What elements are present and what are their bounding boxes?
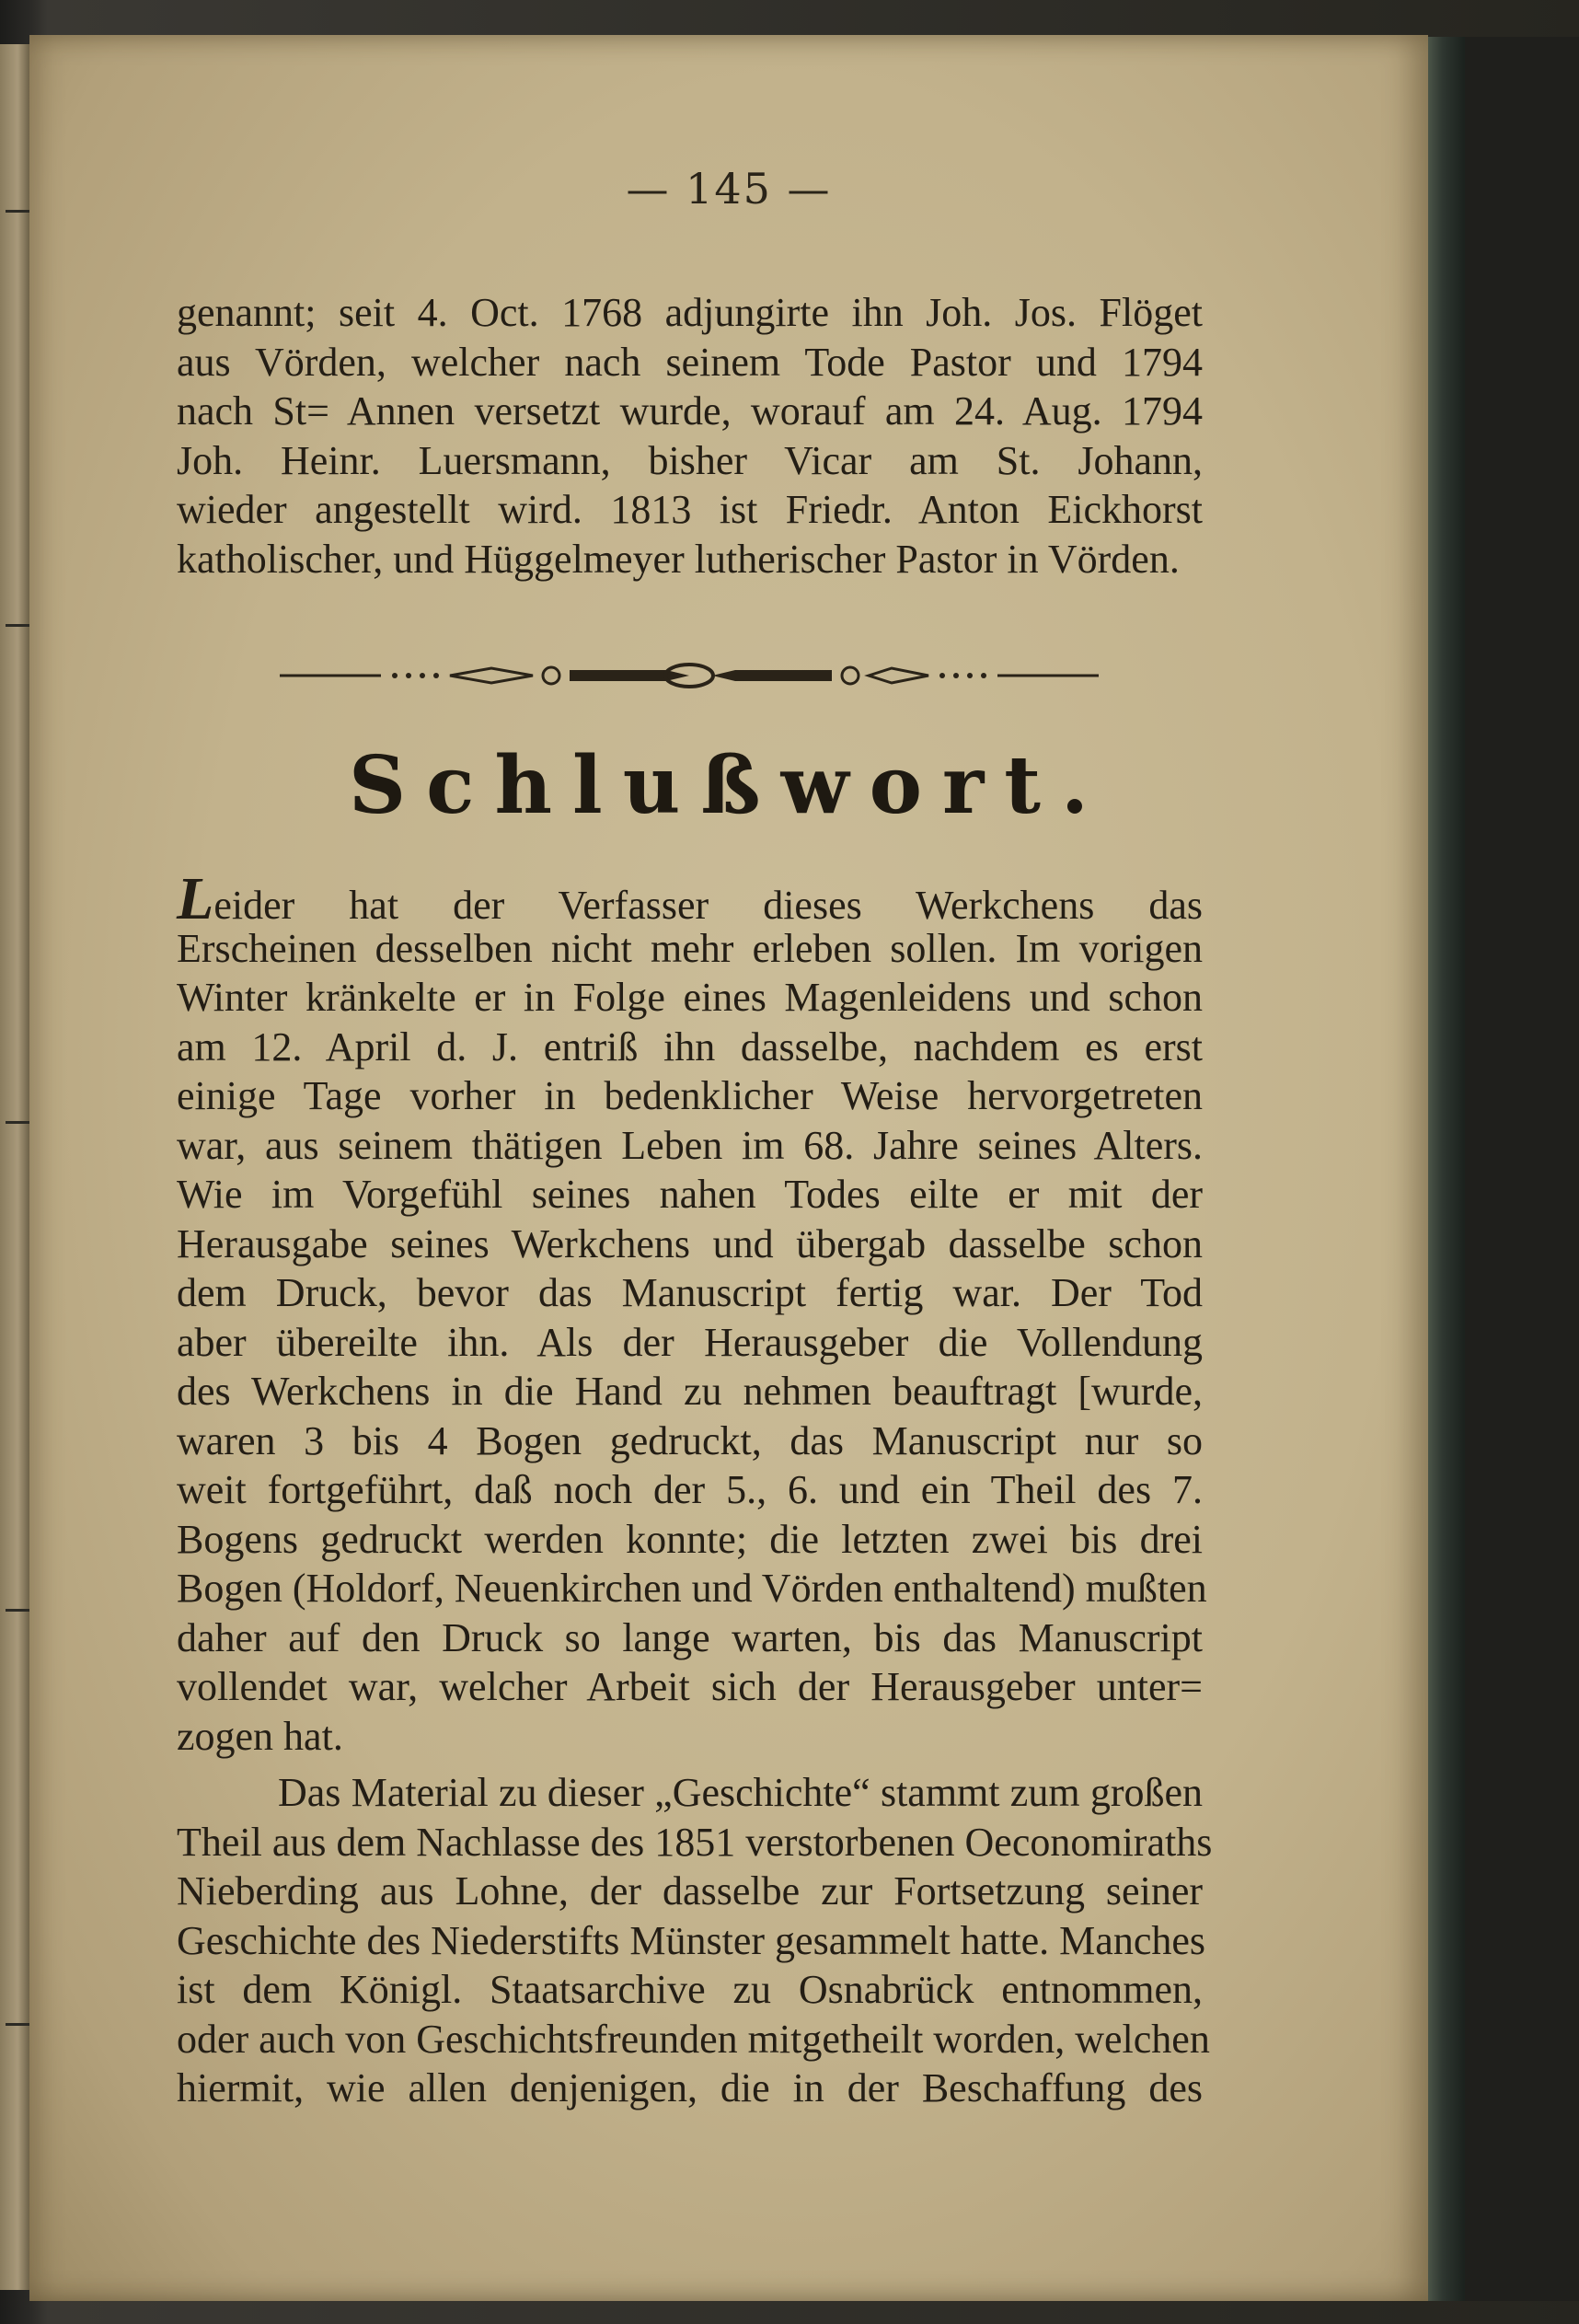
text-line: dem Druck, bevor das Manuscript fertig war. Der Tod — [177, 1270, 1203, 1315]
paragraph-2 — [177, 1768, 1213, 2113]
top-paragraph — [177, 288, 1203, 584]
text-line: genannt; seit 4. Oct. 1768 adjungirte ihn Joh. Jos. Flöget — [177, 290, 1203, 335]
text-line: daher auf den Druck so lange warten, bis das Manuscript — [177, 1614, 1203, 1660]
text-line: waren 3 bis 4 Bogen gedruckt, das Manuscript nur so — [177, 1417, 1203, 1463]
text-line: Bogen (Holdorf, Neuenkirchen und Vörden enthaltend) mußten — [177, 1566, 1207, 1611]
text-line: aber übereilte ihn. Als der Herausgeber die Vollendung — [177, 1319, 1203, 1365]
text-line: einige Tage vorher in bedenklicher Weise hervorgetreten — [177, 1073, 1203, 1118]
chapter-heading: Schlußwort. — [349, 739, 1109, 832]
text-line: weit fortgeführt, daß noch der 5., 6. und ein Theil des 7. — [177, 1467, 1203, 1512]
text-line: wieder angestellt wird. 1813 ist Friedr. Anton Eickhorst — [177, 487, 1203, 532]
drop-cap: L — [177, 865, 214, 932]
text-line: des Werkchens in die Hand zu nehmen beauftragt [wurde, — [177, 1369, 1203, 1414]
text-line: zogen hat. — [177, 1713, 343, 1759]
text-line: nach St= Annen versetzt wurde, worauf am 24. Aug. 1794 — [177, 388, 1203, 434]
text-line: Herausgabe seines Werkchens und übergab dasselbe schon — [177, 1220, 1203, 1266]
text-line: Erscheinen desselben nicht mehr erleben sollen. Im vorigen — [177, 925, 1203, 971]
text-line: am 12. April d. J. entriß ihn dasselbe, nachdem es erst — [177, 1023, 1203, 1070]
page-number: — 145 — — [626, 164, 832, 214]
ornamental-divider — [280, 657, 1099, 694]
text-line: vollendet war, welcher Arbeit sich der Herausgeber unter= — [177, 1664, 1203, 1709]
text-line-rest: eider hat der Verfasser dieses Werkchens das — [213, 883, 1203, 928]
text-line: Nieberding aus Lohne, der dasselbe zur Fortsetzung seiner — [177, 1868, 1203, 1914]
text-line: Theil aus dem Nachlasse des 1851 verstorbenen Oeconomiraths — [177, 1819, 1213, 1865]
text-line — [177, 865, 1203, 932]
text-line: Wie im Vorgefühl seines nahen Todes eilte er mit der — [177, 1172, 1203, 1217]
text-line: hiermit, wie allen denjenigen, die in der Beschaffung des — [177, 2065, 1203, 2110]
scan-edge — [1465, 37, 1579, 2301]
text-line: Geschichte des Niederstifts Münster gesammelt hatte. Manches — [177, 1917, 1206, 1963]
text-line: Das Material zu dieser „Geschichte“ stammt zum großen — [278, 1770, 1203, 1815]
text-line: Bogens gedruckt werden konnte; die letzten zwei bis drei — [177, 1516, 1203, 1562]
book-page — [29, 35, 1428, 2301]
text-line: war, aus seinem thätigen Leben im 68. Jahre seines Alters. — [177, 1122, 1203, 1168]
text-line: oder auch von Geschichtsfreunden mitgetheilt worden, welchen — [177, 2016, 1210, 2062]
text-line: katholischer, und Hüggelmeyer lutherischer Pastor in Vörden. — [177, 536, 1180, 582]
book-spine — [1428, 37, 1465, 2301]
text-line: aus Vörden, welcher nach seinem Tode Pastor und 1794 — [177, 339, 1203, 385]
text-line: Winter kränkelte er in Folge eines Magenleidens und schon — [177, 975, 1203, 1020]
text-line: Joh. Heinr. Luersmann, bisher Vicar am St. Johann, — [177, 437, 1203, 483]
paragraph-1 — [177, 865, 1207, 1761]
facing-page-edge — [0, 44, 29, 2290]
text-line: ist dem Königl. Staatsarchive zu Osnabrück entnommen, — [177, 1967, 1203, 2012]
